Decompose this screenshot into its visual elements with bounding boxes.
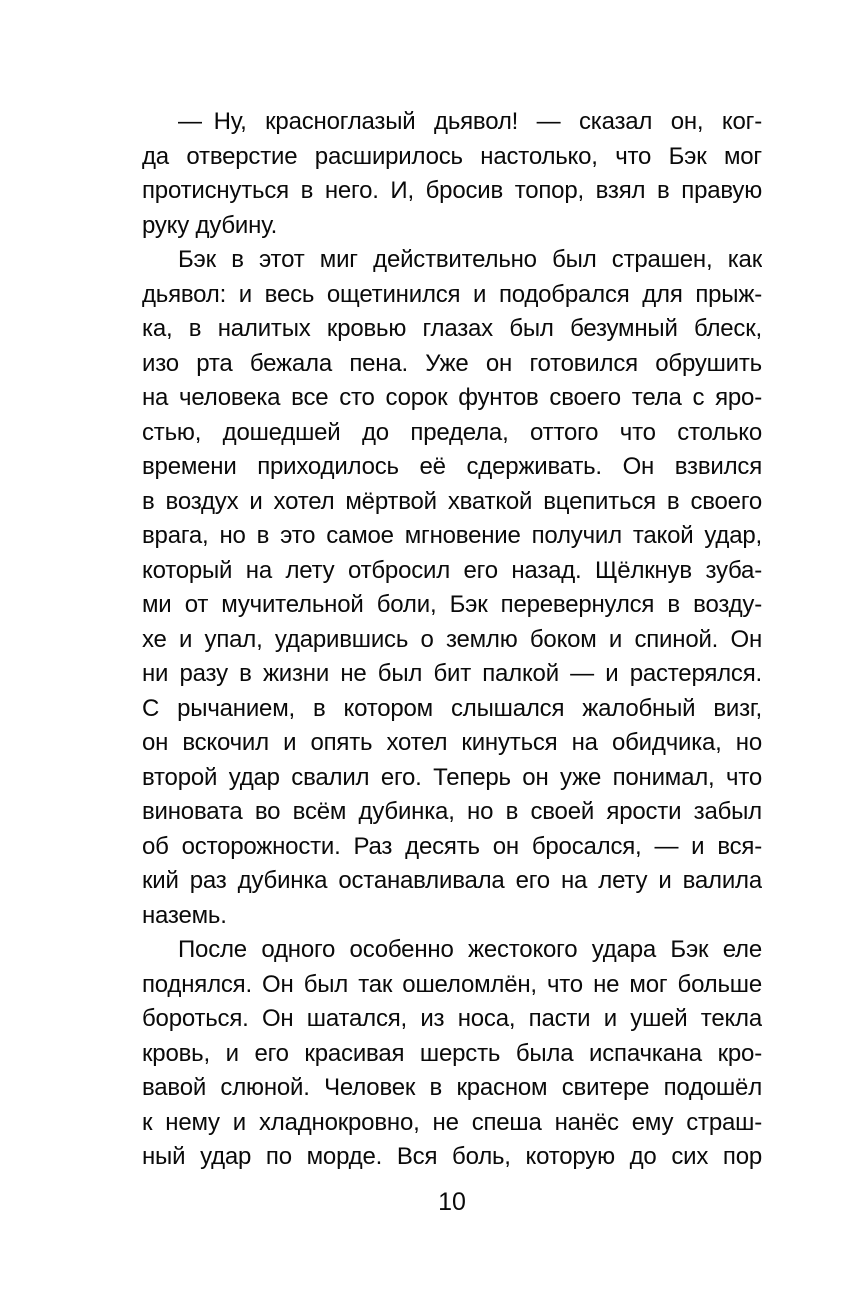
text-line: поднялся. Он был так ошеломлён, что не мог больше (142, 970, 762, 998)
text-line: да отверстие расширилось настолько, что Бэк мог (142, 142, 762, 170)
text-line: кий раз дубинка останавливала его на лету и валила (142, 867, 762, 894)
text-line: ми от мучительной боли, Бэк перевернулся в возду- (142, 591, 762, 618)
text-line: к нему и хладнокровно, не спеша нанёс ему страш- (142, 1108, 762, 1136)
paragraph (142, 243, 762, 933)
text-line: Бэк в этот миг действительно был страшен, как (178, 246, 762, 273)
text-line: наземь. (142, 901, 227, 929)
page-number: 10 (438, 1188, 466, 1216)
text-line: кровь, и его красивая шерсть была испачкана кро- (142, 1039, 762, 1067)
text-line: на человека все сто сорок фунтов своего тела с яро- (142, 384, 762, 411)
text-line: второй удар свалил его. Теперь он уже понимал, что (142, 763, 762, 791)
text-line: он вскочил и опять хотел кинуться на обидчика, но (142, 729, 762, 756)
text-line: С рычанием, в котором слышался жалобный визг, (142, 694, 762, 722)
text-line: времени приходилось её сдерживать. Он взвился (142, 453, 762, 480)
text-line: который на лету отбросил его назад. Щёлкнув зуба- (142, 556, 762, 584)
paragraph (142, 105, 762, 243)
text-line: ный удар по морде. Вся боль, которую до сих пор (142, 1143, 762, 1170)
text-line: дьявол: и весь ощетинился и подобрался для прыж- (142, 280, 762, 308)
text-line: ни разу в жизни не был бит палкой — и растерялся. (142, 660, 762, 687)
text-line: После одного особенно жестокого удара Бэк еле (178, 936, 762, 963)
text-line: ка, в налитых кровью глазах был безумный блеск, (142, 315, 762, 342)
text-line: протиснуться в него. И, бросив топор, взял в правую (142, 177, 762, 204)
text-line: об осторожности. Раз десять он бросался, — и вся- (142, 832, 762, 860)
text-line: в воздух и хотел мёртвой хваткой вцепиться в своего (142, 487, 762, 515)
text-line: изо рта бежала пена. Уже он готовился обрушить (142, 349, 762, 377)
text-line: стью, дошедшей до предела, оттого что столько (142, 418, 762, 446)
paragraph (142, 933, 762, 1175)
text-line: хе и упал, ударившись о землю боком и спиной. Он (142, 625, 762, 653)
text-line: руку дубину. (142, 211, 278, 239)
text-line: врага, но в это самое мгновение получил такой удар, (142, 522, 762, 549)
text-block (142, 105, 762, 1175)
text-line: вавой слюной. Человек в красном свитере подошёл (142, 1074, 762, 1101)
text-line: виновата во всём дубинка, но в своей ярости забыл (142, 798, 762, 825)
text-line: — Ну, красноглазый дьявол! — сказал он, ког- (178, 108, 762, 135)
text-line: бороться. Он шатался, из носа, пасти и ушей текла (142, 1005, 762, 1032)
